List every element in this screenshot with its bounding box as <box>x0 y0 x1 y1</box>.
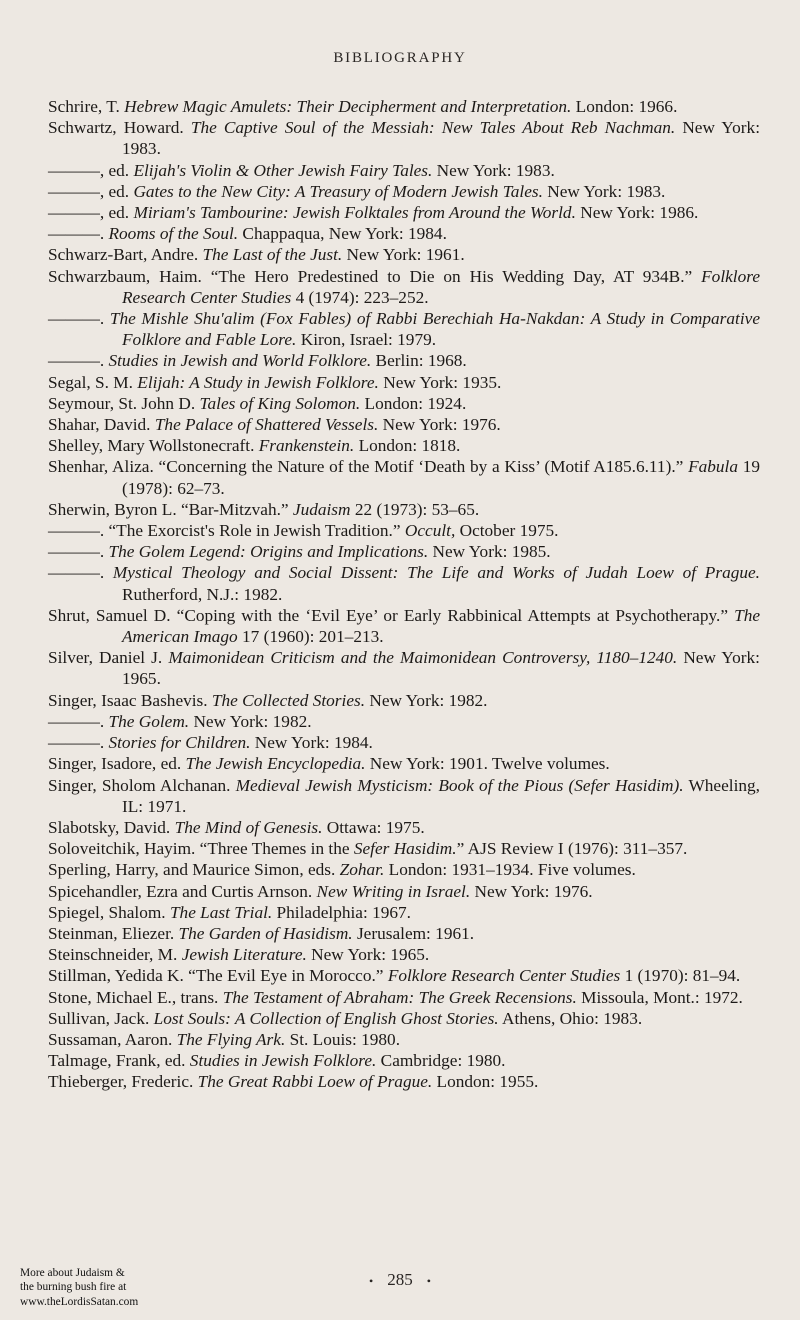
bibliography-entry <box>48 923 760 944</box>
entry-title: Sefer Hasidim. <box>353 839 457 859</box>
entry-author-part: Schwarzbaum, Haim. “The Hero Predestined to Die on His Wedding Day, AT 934B.” <box>48 266 702 286</box>
entry-publication: Cambridge: 1980. <box>376 1051 506 1071</box>
entry-author-part: ———, ed. <box>48 181 134 201</box>
bibliography-entry <box>48 372 760 393</box>
bibliography-entry <box>48 541 760 562</box>
entry-publication: New York: 1983. <box>542 181 666 201</box>
promo-line: the burning bush fire at <box>20 1281 127 1294</box>
bibliography-entry <box>48 181 760 202</box>
entry-title: The Testament of Abraham: The Greek Recensions. <box>222 987 577 1007</box>
entry-title: Medieval Jewish Mysticism: Book of the Pious (Sefer Hasidim). <box>235 775 684 795</box>
entry-author-part: Slabotsky, David. <box>48 817 175 837</box>
bibliography-entry <box>48 244 760 265</box>
entry-title: The Palace of Shattered Vessels. <box>154 415 379 435</box>
entry-title: Elijah's Violin & Other Jewish Fairy Tales. <box>133 160 433 180</box>
bibliography-entry <box>48 605 760 647</box>
entry-title: The American Imago <box>122 605 760 647</box>
entry-title: The Great Rabbi Loew of Prague. <box>197 1072 433 1092</box>
entry-author-part: ———. <box>48 542 109 562</box>
bibliography-entry <box>48 117 760 159</box>
entry-publication: Kiron, Israel: 1979. <box>296 330 437 350</box>
entry-publication: London: 1924. <box>360 393 467 413</box>
entry-publication: Rutherford, N.J.: 1982. <box>122 584 283 604</box>
bibliography-entry <box>48 838 760 859</box>
entry-author-part: Soloveitchik, Hayim. “Three Themes in the <box>48 839 354 859</box>
bibliography-entry <box>48 944 760 965</box>
entry-author-part: ———, ed. <box>48 203 134 223</box>
entry-author-part: ———. <box>48 563 113 583</box>
entry-publication: New York: 1965. <box>306 945 430 965</box>
entry-publication: ” AJS Review I (1976): 311–357. <box>456 839 688 859</box>
entry-author-part: Sussaman, Aaron. <box>48 1029 177 1049</box>
bibliography-entry <box>48 96 760 117</box>
entry-author-part: Shrut, Samuel D. “Coping with the ‘Evil Eye’ or Early Rabbinical Attempts at Psychotherapy.” <box>48 605 735 625</box>
entry-publication: Wheeling, IL: 1971. <box>122 775 760 816</box>
entry-title: Tales of King Solomon. <box>199 393 361 413</box>
entry-title: Gates to the New City: A Treasury of Modern Jewish Tales. <box>133 181 543 201</box>
entry-title: Frankenstein. <box>258 436 355 456</box>
entry-author-part: Sullivan, Jack. <box>48 1008 154 1028</box>
bibliography-entry <box>48 520 760 541</box>
entry-title: Studies in Jewish and World Folklore. <box>108 351 372 371</box>
entry-title: The Flying Ark. <box>176 1029 286 1049</box>
entry-author-part: ———, ed. <box>48 160 134 180</box>
bibliography-entry <box>48 499 760 520</box>
entry-publication: New York: 1982. <box>189 711 312 731</box>
bibliography-entry <box>48 753 760 774</box>
entry-title: Rooms of the Soul. <box>108 224 239 244</box>
entry-publication: 1 (1970): 81–94. <box>620 966 741 986</box>
entry-title: Maimonidean Criticism and the Maimonidean Controversy, 1180–1240. <box>168 648 678 668</box>
bibliography-entry <box>48 308 760 350</box>
entry-publication: 17 (1960): 201–213. <box>237 627 384 647</box>
entry-author-part: ———. <box>48 309 110 329</box>
entry-author-part: Sherwin, Byron L. “Bar-Mitzvah.” <box>48 499 293 519</box>
entry-author-part: Schwartz, Howard. <box>48 118 191 138</box>
entry-publication: New York: 1982. <box>365 690 488 710</box>
promo-line: More about Judaism & <box>20 1267 125 1279</box>
entry-title: The Captive Soul of the Messiah: New Tales About Reb Nachman. <box>190 118 676 138</box>
entry-author-part: Shahar, David. <box>48 415 155 435</box>
entry-title: Zohar. <box>339 860 385 880</box>
entry-title: Fabula <box>688 457 738 477</box>
bibliography-entry <box>48 965 760 986</box>
entry-title: The Collected Stories. <box>211 690 366 710</box>
entry-author-part: Singer, Isaac Bashevis. <box>48 690 212 710</box>
bullet-glyph: • <box>369 1273 374 1288</box>
promo-caption <box>20 1266 200 1309</box>
entry-author-part: ———. “The Exorcist's Role in Jewish Tradition.” <box>48 521 405 541</box>
entry-title: Folklore Research Center Studies <box>122 266 760 307</box>
bibliography-entry <box>48 711 760 732</box>
entry-publication: New York: 1901. Twelve volumes. <box>365 754 610 774</box>
bibliography-entry <box>48 562 760 604</box>
entry-title: Folklore Research Center Studies <box>387 966 621 986</box>
bibliography-entry <box>48 1050 760 1071</box>
entry-title: Judaism <box>292 499 351 519</box>
bibliography-entry <box>48 266 760 308</box>
entry-publication: New York: 1984. <box>250 733 373 753</box>
bibliography-entry <box>48 732 760 753</box>
entry-author-part: Shelley, Mary Wollstonecraft. <box>48 436 259 456</box>
entry-author-part: ———. <box>48 733 109 753</box>
bibliography-entry <box>48 414 760 435</box>
promo-link[interactable]: www.theLordisSatan.com <box>20 1295 139 1308</box>
entry-title: Mystical Theology and Social Dissent: The Life and Works of Judah Loew of Prague. <box>112 563 761 583</box>
page-number-text: 285 <box>387 1270 413 1289</box>
bibliography-entry <box>48 817 760 838</box>
entry-title: The Golem. <box>108 711 190 731</box>
entry-title: Lost Souls: A Collection of English Ghost Stories. <box>153 1008 499 1028</box>
entry-publication: October 1975. <box>455 521 559 541</box>
bibliography-entry <box>48 775 760 817</box>
bibliography-entry <box>48 859 760 880</box>
entry-title: Studies in Jewish Folklore. <box>189 1051 377 1071</box>
bibliography-entry <box>48 647 760 689</box>
entry-publication: New York: 1976. <box>378 415 501 435</box>
entry-author-part: Silver, Daniel J. <box>48 648 169 668</box>
entry-publication: Philadelphia: 1967. <box>272 902 411 922</box>
bibliography-entry <box>48 456 760 498</box>
entry-author-part: Sperling, Harry, and Maurice Simon, eds. <box>48 860 340 880</box>
entry-author-part: Thieberger, Frederic. <box>48 1072 198 1092</box>
entry-title: The Mishle Shu'alim (Fox Fables) of Rabbi Berechiah Ha-Nakdan: A Study in Comparative Folklore and Fable Lore. <box>109 309 760 350</box>
entry-publication: New York: 1983. <box>122 118 760 159</box>
bibliography-entry <box>48 1071 760 1092</box>
entry-author-part: Segal, S. M. <box>48 372 138 392</box>
entry-author-part: Schwarz-Bart, Andre. <box>48 245 203 265</box>
entry-publication: London: 1931–1934. Five volumes. <box>384 860 636 880</box>
bibliography-entry <box>48 350 760 371</box>
entry-title: Occult, <box>404 521 456 541</box>
entry-author-part: ———. <box>48 224 109 244</box>
entry-publication: London: 1966. <box>571 97 678 116</box>
entry-publication: London: 1955. <box>432 1072 539 1092</box>
entry-author-part: Talmage, Frank, ed. <box>48 1051 190 1071</box>
entry-author-part: ———. <box>48 711 109 731</box>
bibliography-entry <box>48 1008 760 1029</box>
bibliography-entry <box>48 1029 760 1050</box>
entry-publication: New York: 1935. <box>378 372 502 392</box>
entry-author-part: Schrire, T. <box>48 97 125 116</box>
bibliography-entry <box>48 160 760 181</box>
entry-author-part: Spicehandler, Ezra and Curtis Arnson. <box>48 881 317 901</box>
entry-title: The Golem Legend: Origins and Implications. <box>108 542 429 562</box>
entry-title: The Last of the Just. <box>202 245 343 265</box>
entry-title: The Last Trial. <box>169 902 273 922</box>
entry-author-part: Steinschneider, M. <box>48 945 182 965</box>
entry-publication: Chappaqua, New York: 1984. <box>238 224 447 244</box>
entry-author-part: Steinman, Eliezer. <box>48 923 179 943</box>
entry-title: The Jewish Encyclopedia. <box>185 754 366 774</box>
bibliography-entry <box>48 881 760 902</box>
entry-title: The Mind of Genesis. <box>174 817 323 837</box>
entry-author-part: ———. <box>48 351 109 371</box>
entry-publication: New York: 1985. <box>428 542 551 562</box>
entry-author-part: Shenhar, Aliza. “Concerning the Nature of the Motif ‘Death by a Kiss’ (Motif A185.6.11).” <box>48 457 689 477</box>
entry-author-part: Stillman, Yedida K. “The Evil Eye in Morocco.” <box>48 966 388 986</box>
bibliography-entry <box>48 223 760 244</box>
entry-publication: New York: 1986. <box>575 203 699 223</box>
entry-title: The Garden of Hasidism. <box>178 923 353 943</box>
entry-title: Stories for Children. <box>108 733 251 753</box>
entry-publication: New York: 1965. <box>122 648 760 689</box>
entry-title: Hebrew Magic Amulets: Their Decipherment and Interpretation. <box>124 97 572 116</box>
entry-publication: London: 1818. <box>354 436 461 456</box>
bibliography-entry <box>48 202 760 223</box>
bibliography-entry <box>48 987 760 1008</box>
entry-author-part: Stone, Michael E., trans. <box>48 987 223 1007</box>
entry-publication: New York: 1961. <box>342 245 465 265</box>
entry-publication: 19 (1978): 62–73. <box>122 457 761 498</box>
entry-publication: Missoula, Mont.: 1972. <box>576 987 743 1007</box>
entry-title: Miriam's Tambourine: Jewish Folktales from Around the World. <box>133 203 576 223</box>
bibliography-entry <box>48 690 760 711</box>
entry-publication: New York: 1983. <box>432 160 555 180</box>
entry-publication: New York: 1976. <box>470 881 593 901</box>
page-header <box>0 50 800 67</box>
bibliography-entry <box>48 902 760 923</box>
entry-title: Elijah: A Study in Jewish Folklore. <box>137 372 379 392</box>
entry-title: New Writing in Israel. <box>316 881 471 901</box>
bullet-glyph: • <box>426 1273 431 1288</box>
entry-author-part: Spiegel, Shalom. <box>48 902 170 922</box>
entry-publication: Berlin: 1968. <box>371 351 467 371</box>
bibliography-entry <box>48 435 760 456</box>
entry-title: Jewish Literature. <box>181 945 307 965</box>
entry-publication: Athens, Ohio: 1983. <box>498 1008 643 1028</box>
bibliography-entry <box>48 393 760 414</box>
page-title: BIBLIOGRAPHY <box>333 50 467 66</box>
entry-publication: 4 (1974): 223–252. <box>291 287 429 307</box>
bibliography-list <box>48 96 760 1093</box>
entry-publication: Ottawa: 1975. <box>322 817 425 837</box>
entry-publication: St. Louis: 1980. <box>285 1029 401 1049</box>
entry-author-part: Seymour, St. John D. <box>48 393 200 413</box>
entry-author-part: Singer, Isadore, ed. <box>48 754 186 774</box>
entry-author-part: Singer, Sholom Alchanan. <box>48 775 236 795</box>
entry-publication: 22 (1973): 53–65. <box>350 499 480 519</box>
entry-publication: Jerusalem: 1961. <box>352 923 475 943</box>
